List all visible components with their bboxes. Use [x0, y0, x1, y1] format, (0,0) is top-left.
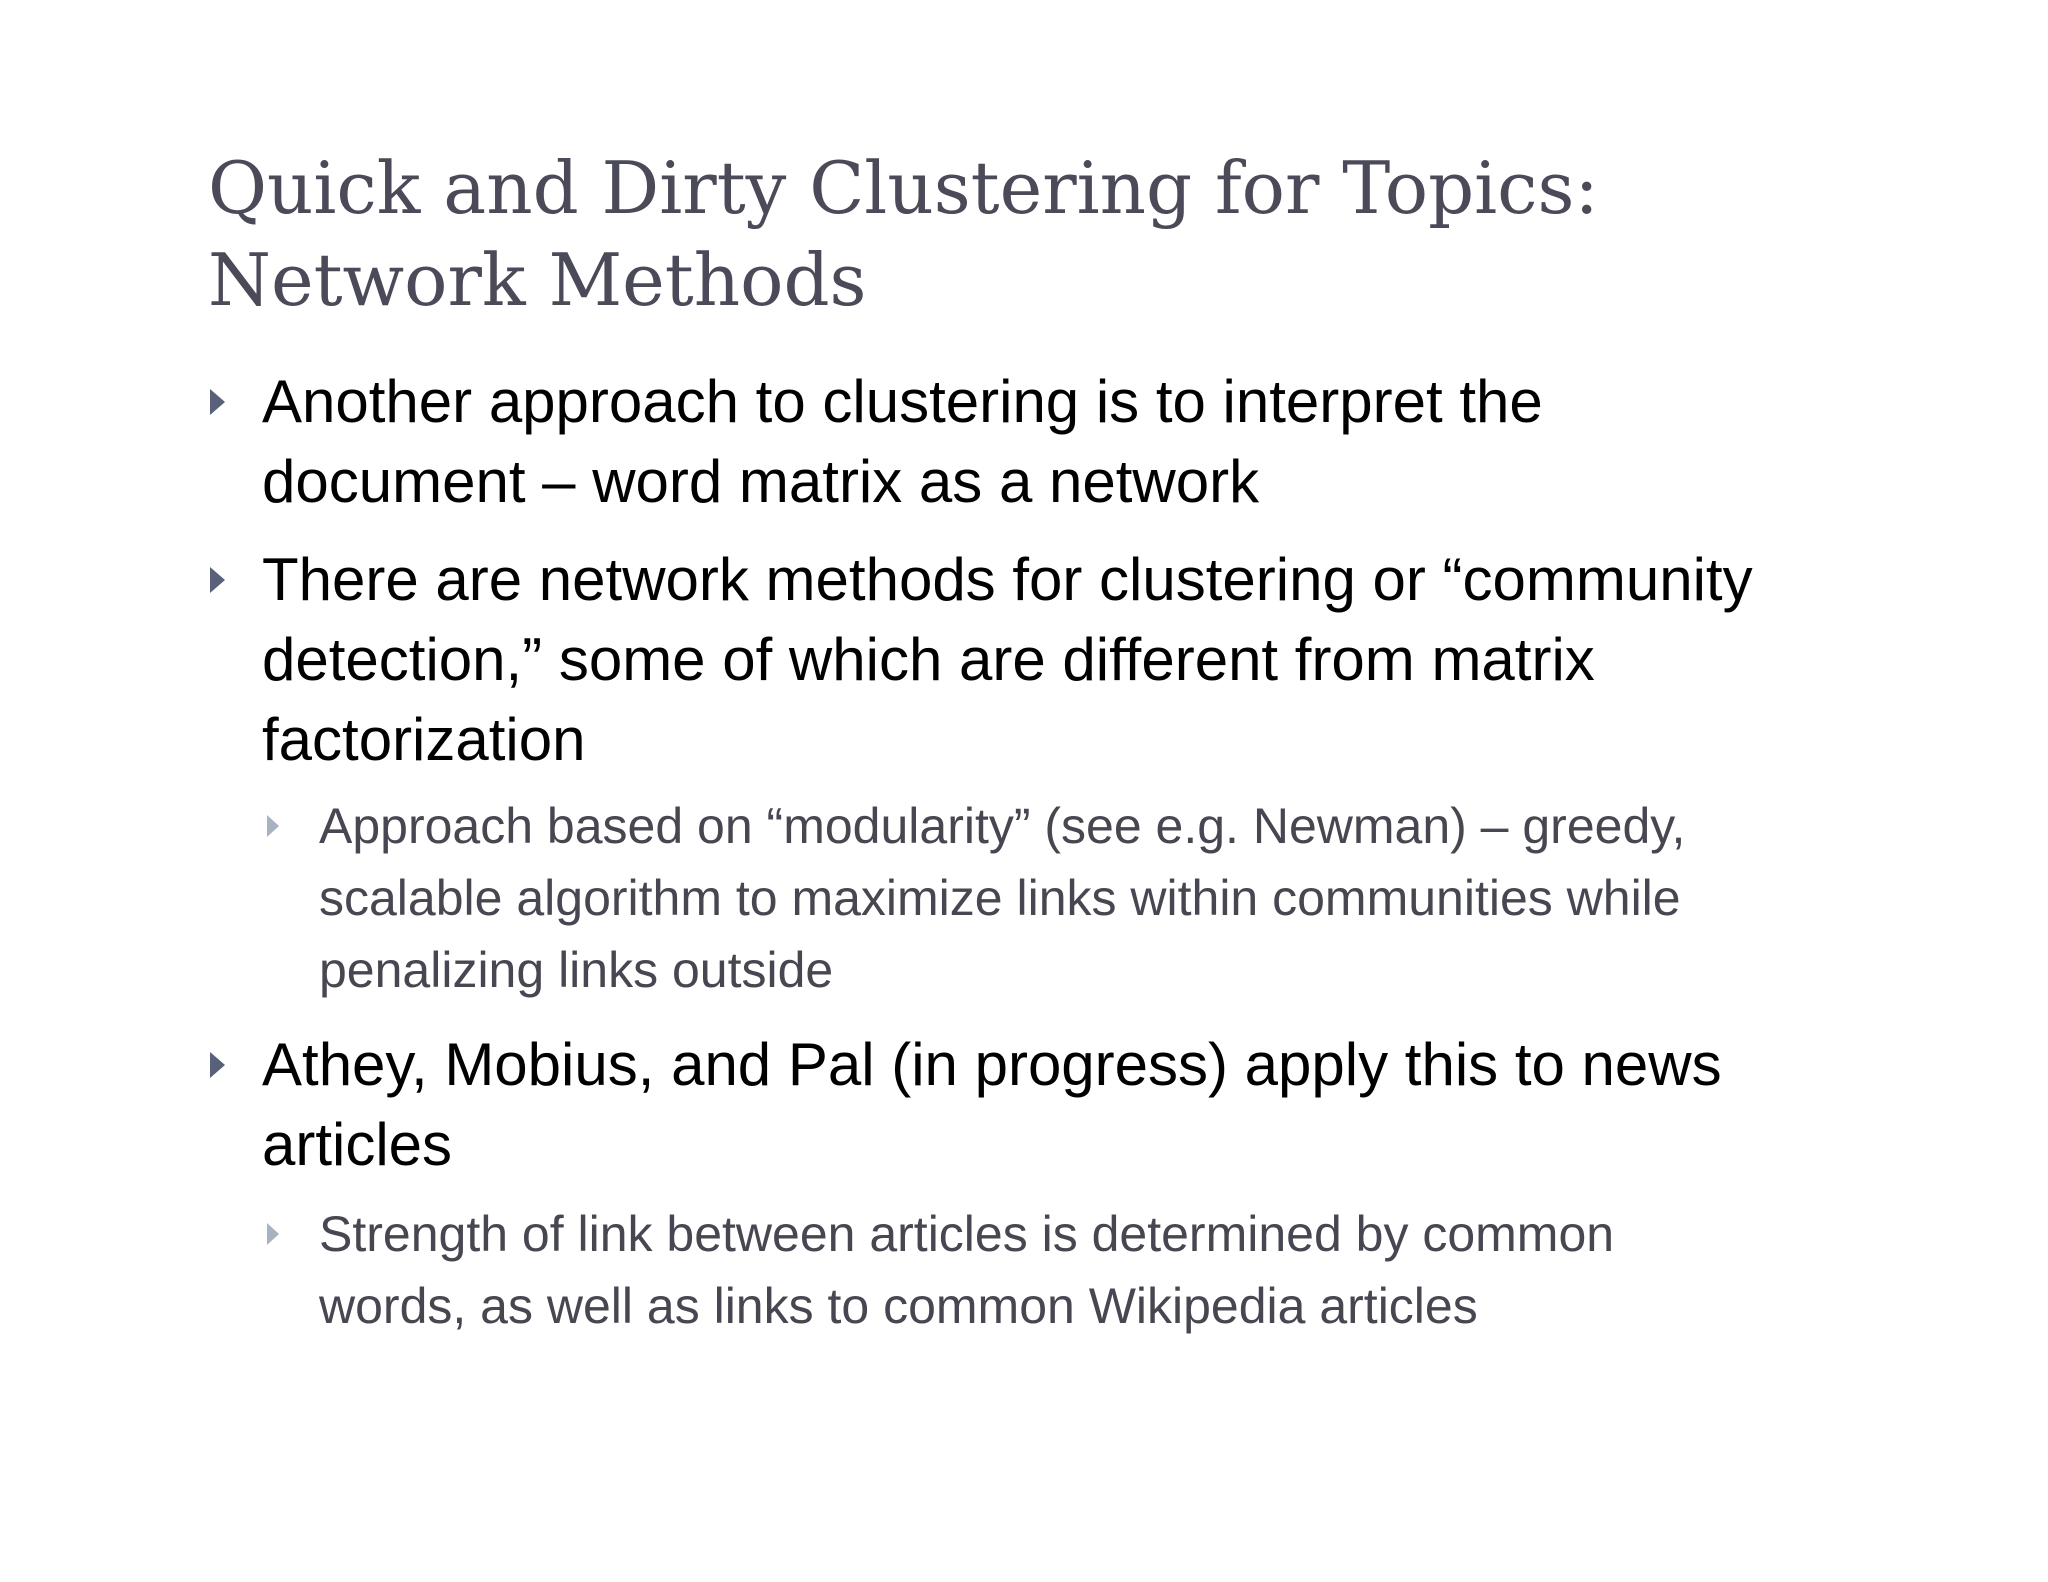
bullet-3-line-1: Athey, Mobius, and Pal (in progress) apply this to news: [262, 1031, 1722, 1098]
bullet-text-3: [262, 1025, 1722, 1185]
slide-title-line-2: Network Methods: [208, 238, 867, 322]
triangle-right-icon: [267, 815, 279, 837]
bullet-text-2: [262, 540, 1753, 780]
bullet-2-line-1: There are network methods for clustering or “community: [262, 546, 1753, 613]
sub-bullet-text-3-1: [319, 1198, 1614, 1342]
bullet-1-line-1: Another approach to clustering is to interpret the: [262, 368, 1543, 435]
bullet-text-1: [262, 362, 1543, 522]
triangle-right-icon: [210, 567, 225, 593]
bullet-1-line-2: document – word matrix as a network: [262, 448, 1260, 515]
triangle-right-icon: [210, 389, 225, 415]
slide-title-line-1: Quick and Dirty Clustering for Topics:: [208, 146, 1599, 230]
sub-bullet-text-2-1: [319, 790, 1685, 1006]
sub-bullet-2-1-line-3: penalizing links outside: [319, 942, 834, 998]
bullet-3-line-2: articles: [262, 1111, 453, 1178]
sub-bullet-2-1-line-1: Approach based on “modularity” (see e.g. Newman) – greedy,: [319, 798, 1686, 854]
triangle-right-icon: [267, 1223, 279, 1245]
bullet-2-line-2: detection,” some of which are different from matrix: [262, 626, 1595, 693]
triangle-right-icon: [210, 1052, 225, 1078]
sub-bullet-3-1-line-2: words, as well as links to common Wikipedia articles: [319, 1278, 1478, 1334]
sub-bullet-3-1-line-1: Strength of link between articles is determined by common: [319, 1206, 1615, 1262]
sub-bullet-2-1-line-2: scalable algorithm to maximize links within communities while: [319, 870, 1681, 926]
bullet-2-line-3: factorization: [262, 706, 586, 773]
